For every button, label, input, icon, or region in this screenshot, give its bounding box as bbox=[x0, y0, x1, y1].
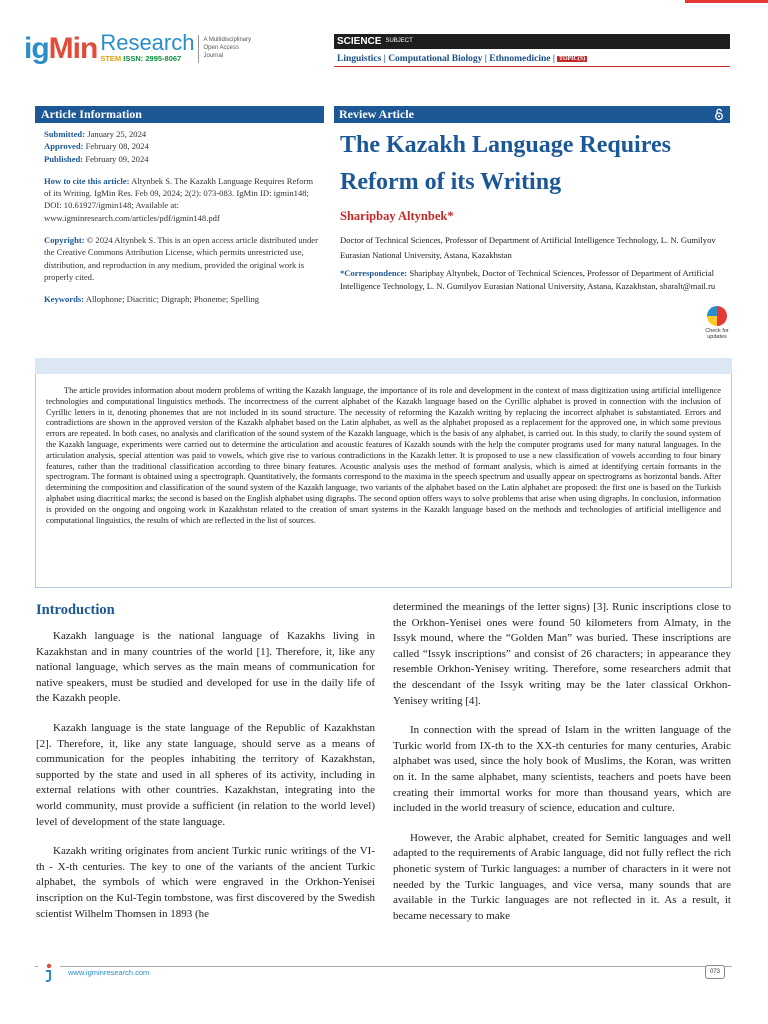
logo-tagline-2: Open Access bbox=[203, 45, 239, 51]
page-number: 073 bbox=[705, 965, 725, 979]
check-updates-label: Check for updates bbox=[705, 328, 729, 340]
correspondence bbox=[340, 267, 726, 292]
submitted-row bbox=[44, 128, 319, 140]
paragraph: Kazakh writing originates from ancient Turkic runic writings of the VI-th - X-th centuries. The key to one of the variants of the ancient Turkic alphabet, the symbols of which were engraved in the Orkhon-Yenisei inscription on the Kul-Tegin tombstone, was first discovered by the Swedish scientist Wilhelm Thomsen in 1893 (he bbox=[36, 845, 375, 920]
logo-tagline-3: Journal bbox=[203, 53, 224, 59]
logo-text bbox=[100, 32, 194, 64]
article-info bbox=[44, 128, 319, 306]
correspondence-text: Sharipbay Altynbek, Doctor of Technical Sciences, Professor of Department of Artificial Intelligence Technology, L. N. Gumilyov Eurasian National University, Astana, Kazakhstan, sharalt@mail.ru bbox=[340, 268, 716, 291]
logo-issn bbox=[100, 54, 194, 64]
approved-date: February 08, 2024 bbox=[85, 141, 149, 152]
check-for-updates-badge[interactable] bbox=[699, 306, 735, 346]
abstract-band bbox=[35, 358, 732, 374]
citation bbox=[44, 175, 319, 224]
author-name[interactable]: Sharipbay Altynbek* bbox=[340, 209, 454, 223]
subject-label: SCIENCE bbox=[337, 36, 382, 47]
submitted-date: January 25, 2024 bbox=[87, 129, 147, 139]
body-left-column bbox=[36, 601, 375, 936]
keywords-text: Allophone; Diacritic; Digraph; Phoneme; Spelling bbox=[85, 294, 260, 305]
logo-tagline bbox=[203, 36, 251, 60]
published-label: Published: bbox=[44, 153, 84, 164]
subject-bar bbox=[334, 34, 730, 49]
article-info-heading: Article Information bbox=[35, 106, 324, 123]
top-accent-bar bbox=[685, 0, 768, 3]
published-row bbox=[44, 153, 319, 165]
logo-min: Min bbox=[48, 32, 98, 65]
topic-tag: TOPIC(S) bbox=[558, 56, 586, 62]
author-affiliation: Doctor of Technical Sciences, Professor of Department of Artificial Intelligence Technology, L. N. Gumilyov Eurasian National University, Astana, Kazakhstan bbox=[340, 235, 716, 260]
open-access-icon bbox=[714, 108, 724, 121]
logo-divider bbox=[198, 35, 199, 63]
journal-logo[interactable] bbox=[24, 32, 251, 72]
approved-row bbox=[44, 140, 319, 152]
footer-logo-icon bbox=[38, 961, 60, 983]
paragraph: determined the meanings of the letter signs) [3]. Runic inscriptions close to the Orkhon-Yenisei ones were found 50 kilometers from Almaty, in the Issyk mound, where the “Golden Man” was buried. These inscriptions are called “Issyk inscriptions” and consist of 26 characters; in appearance they resemble Orkhon-Yenisey writing. Therefore, some researchers admit that the descendant of the Issyk writing may be the later classical Orkhon-Yenisey writing [4]. bbox=[393, 601, 731, 707]
footer-divider bbox=[35, 966, 732, 967]
article-type: Review Article bbox=[339, 107, 414, 121]
subject-links[interactable]: Linguistics | Computational Biology | Ethnomedicine | bbox=[337, 54, 555, 65]
keywords-label: Keywords: bbox=[44, 294, 85, 305]
logo-research: Research bbox=[100, 30, 195, 55]
abstract-text: The article provides information about modern problems of writing the Kazakh language, the importance of its role and development in the context of mass digitization using artificial intelligence technologies and computational linguistics methods. The incorrectness of the current alphabet of the Kazakh language based on the Cyrillic alphabet is proved in connection with the inclusion of Cyrillic letters in it, denoting phonemes that are not included in its sound structure. The necessity of reforming the Kazakh writing by replacing the incorrect alphabet is substantiated. Errors and contradictions are shown in the approved version of the Kazakh alphabet based on the Latin alphabet, as well as the alphabet proposed as a replacement for the approved one, in which some previous errors are repeated. In both cases, no analysis and clarification of the sound system of the Kazakh language, which is the basis of any alphabet, is carried out. In this study, to clarify the sound system of the Kazakh language, experiments were carried out to determine the articulation and acoustic features of Kazakh sounds with the help the computer programs used for many natural languages. In the articulation analysis, special attention was paid to vowels, which give rise to various contradictions in the Kazakh letter. It is proposed to use a new classification of vowels according to four binary features, rather than the traditional classification according to three binary features. Acoustic analysis uses the method of formant analysis, which is aimed at identifying certain formants in the spectrogram. The formant is obtained using a spectrograph. Quantitatively, the formants correspond to the maxima in the speech spectrum and usually appear on spectrograms as horizontal bands. After determining the composition and classification of the sound system of the Kazakh language, two variants of the alphabet based on the Latin alphabet are proposed: the first one is based on the Turkish alphabet using diacritical marks; the second is based on the English alphabet using digraphs. The second option offers ways to solve problems that arise when using digraphs. In conclusion, information is provided on the ongoing and ongoing work in Kazakhstan related to the creation of smart systems in the Kazakh language based on the methods and technologies of artificial intelligence and computational linguistics, the results of which are reflected in the list of sources. bbox=[46, 386, 721, 525]
approved-label: Approved: bbox=[44, 141, 84, 152]
logo-stem: STEM bbox=[100, 54, 122, 63]
article-title: The Kazakh Language Requires Reform of its Writing bbox=[340, 132, 671, 195]
check-updates-icon bbox=[707, 306, 727, 326]
paragraph: In connection with the spread of Islam in the written language of the Turkic world from IX-th to the XX-th centuries for many centuries, Arabic alphabet was used, since the holy book of Muslims, the Koran, was written on it. In the same alphabet, many scientists, teachers and poets have been creating their immortal works for more than thousand years, which are included in the world treasury of science, education and culture. bbox=[393, 724, 731, 815]
cite-label: How to cite this article: bbox=[44, 175, 130, 186]
correspondence-label: *Correspondence: bbox=[340, 268, 408, 278]
subject-list bbox=[334, 51, 730, 67]
logo-tagline-1: A Multidisciplinary bbox=[203, 37, 252, 43]
copyright-text: © 2024 Altynbek S. This is an open access article distributed under the Creative Commons Attribution License, which permits unrestricted use, distribution, and reproduction in any medium, provided the original work is properly cited. bbox=[44, 235, 318, 282]
copyright bbox=[44, 234, 319, 283]
subject-tag: SUBJECT bbox=[385, 38, 413, 44]
logo-issn-value: ISSN: 2995-8067 bbox=[123, 54, 182, 63]
paragraph: Kazakh language is the state language of the Republic of Kazakhstan [2]. Therefore, it, like any state language, should serve as a means of communication for the peoples inhabiting the territory of Kazakhstan, supported by the state and used in all spheres of its activity, including in external relations with other countries. Kazakhstan, integrating into the world community, must provide a sufficient (in relation to the world level) level of development of the state language. bbox=[36, 721, 375, 828]
paragraph: Kazakh language is the national language of Kazakhs living in Kazakhstan and in many countries of the world [1]. Therefore, it, like any national language, which serves as the main means of communication for native speakers, must be studied and developed for use in the daily life of the Kazakh people. bbox=[36, 630, 375, 705]
copyright-label: Copyright: bbox=[44, 235, 85, 246]
submitted-label: Submitted: bbox=[44, 129, 86, 139]
published-date: February 09, 2024 bbox=[85, 153, 149, 164]
logo-ig: ig bbox=[24, 32, 49, 65]
paragraph: However, the Arabic alphabet, created for Semitic languages and well adapted to the requirements of Arabic language, did not fully reflect the rich phonetic system of Turkic languages: a number of characters in it were not needed by the Turkic languages, and vice versa, many sounds that are available in the Turkic languages are not reflected in it. As a result, it became necessary to make bbox=[393, 831, 731, 922]
article-type-heading bbox=[334, 106, 730, 123]
introduction-heading: Introduction bbox=[36, 602, 115, 618]
keywords bbox=[44, 293, 319, 305]
footer-url[interactable]: www.igminresearch.com bbox=[68, 968, 150, 977]
body-right-column bbox=[393, 600, 731, 938]
cite-text[interactable]: Altynbek S. The Kazakh Language Requires Reform of its Writing. IgMin Res. Feb 09, 2024; 2(2): 073-083. IgMin ID: igmin148; DOI: 10.61927/igmin148; Available at: www.igminresearch.com/articles/pdf/igmin148.pdf bbox=[44, 175, 314, 223]
